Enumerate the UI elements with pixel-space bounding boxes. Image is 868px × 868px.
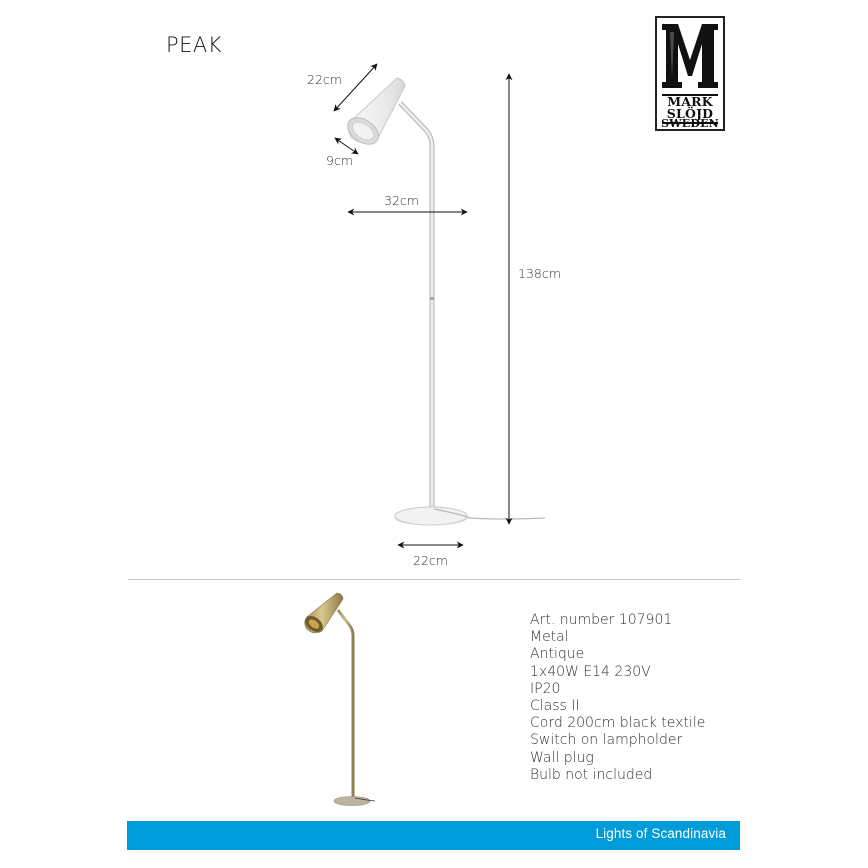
spec-switch: Switch on lampholder: [530, 732, 683, 749]
footer-banner: [127, 821, 740, 850]
lamp-shade: [343, 78, 405, 150]
dim-height: 138cm: [518, 266, 561, 281]
section-divider: [128, 579, 740, 580]
logo-text-slojd: SLÖJD: [666, 106, 714, 121]
dim-base-diameter: 22cm: [413, 553, 448, 568]
spec-finish: Antique: [530, 646, 585, 663]
spec-ip-rating: IP20: [530, 680, 561, 697]
lamp-pole: [400, 103, 432, 512]
spec-article-number: Art. number 107901: [530, 612, 673, 628]
spec-list: [530, 612, 705, 784]
spec-cord: Cord 200cm black textile: [530, 715, 706, 732]
spec-bulb: 1x40W E14 230V: [530, 663, 651, 680]
dim-shade-length: 22cm: [307, 72, 342, 87]
brass-lamp: [302, 593, 375, 806]
lamp-base: [395, 507, 545, 525]
spec-bulb-note: Bulb not included: [530, 766, 653, 783]
dim-reach: 32cm: [384, 193, 419, 208]
logo-text-sweden: SWEDEN: [661, 117, 719, 130]
dim-shade-diameter: 9cm: [326, 153, 354, 168]
product-title: PEAK: [166, 33, 223, 57]
logo-text-mark: MARK: [667, 94, 713, 109]
footer-tagline: Lights of Scandinavia: [595, 826, 726, 841]
spec-material: Metal: [530, 629, 569, 646]
spec-plug: Wall plug: [530, 749, 594, 766]
spec-class: Class II: [530, 698, 580, 715]
